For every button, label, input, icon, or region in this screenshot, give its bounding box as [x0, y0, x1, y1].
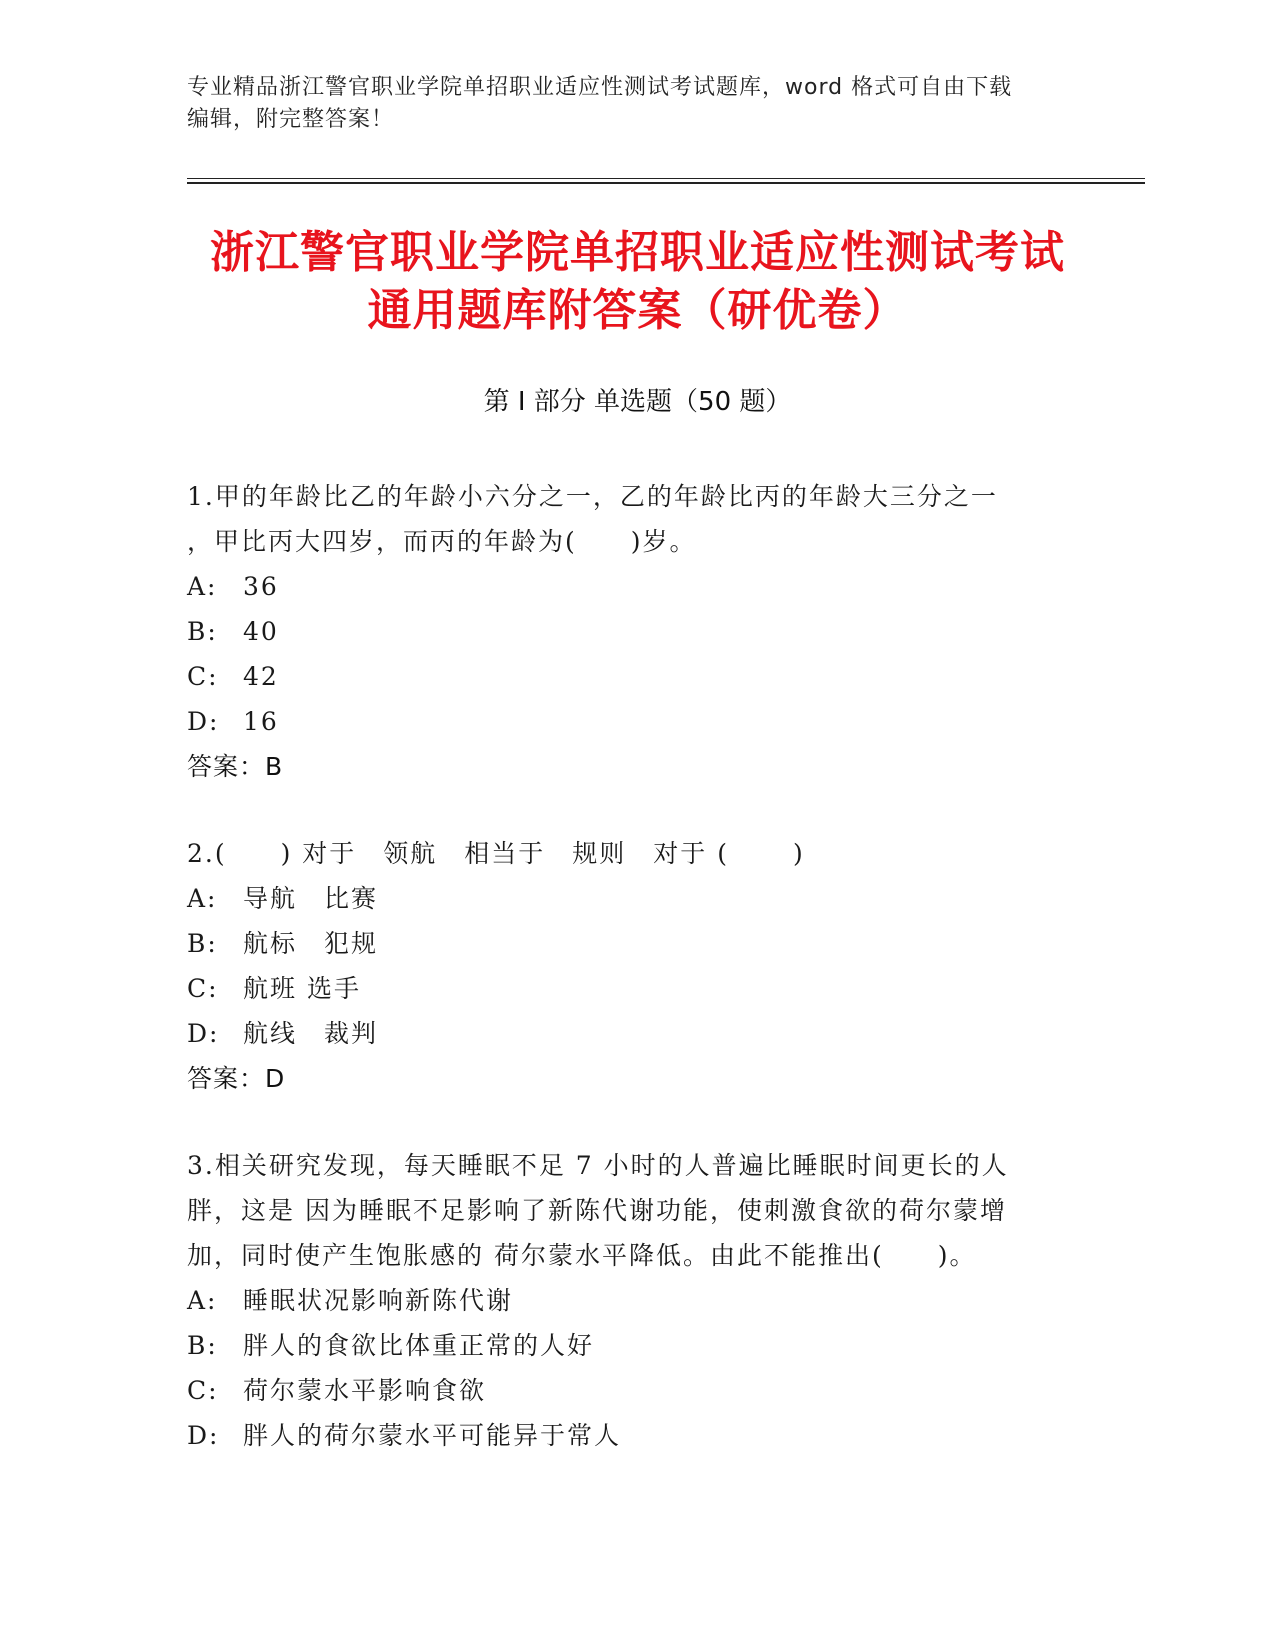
header-note-line-1: 专业精品浙江警官职业学院单招职业适应性测试考试题库，word 格式可自由下载 [187, 75, 1013, 100]
option-text: 航标 犯规 [243, 929, 379, 958]
option-letter: C: [187, 662, 219, 691]
option-text: 航线 裁判 [243, 1019, 379, 1048]
header-divider-thin [187, 178, 1145, 179]
option-c [187, 1368, 1067, 1413]
option-a [187, 1278, 1067, 1323]
question-stem-line: 3.相关研究发现，每天睡眠不足 7 小时的人普遍比睡眠时间更长的人 [187, 1151, 1009, 1180]
option-letter: A: [187, 1286, 218, 1315]
document-title [150, 224, 1125, 340]
header-divider-thick [187, 182, 1145, 184]
option-a [187, 876, 1067, 921]
option-letter: B: [187, 617, 218, 646]
option-b [187, 1323, 1067, 1368]
document-title-line-2: 通用题库附答案（研优卷） [367, 285, 908, 336]
header-note [187, 72, 1087, 136]
option-d [187, 699, 1067, 744]
option-text: 导航 比赛 [243, 884, 379, 913]
option-text: 36 [243, 572, 279, 601]
option-d [187, 1011, 1067, 1056]
document-title-line-1: 浙江警官职业学院单招职业适应性测试考试 [210, 227, 1065, 278]
option-letter: D: [187, 1019, 220, 1048]
question-list [187, 474, 1067, 1500]
option-d [187, 1413, 1067, 1458]
answer-label: 答案：D [187, 1064, 286, 1093]
option-text: 胖人的荷尔蒙水平可能异于常人 [243, 1421, 622, 1450]
option-c [187, 654, 1067, 699]
section-title: 第 I 部分 单选题（50 题） [483, 387, 792, 417]
option-text: 16 [243, 707, 279, 736]
option-letter: B: [187, 1331, 218, 1360]
question-3 [187, 1143, 1067, 1458]
option-b [187, 921, 1067, 966]
option-text: 荷尔蒙水平影响食欲 [243, 1376, 487, 1405]
option-b [187, 609, 1067, 654]
option-letter: B: [187, 929, 218, 958]
answer-label: 答案：B [187, 752, 284, 781]
option-c [187, 966, 1067, 1011]
option-text: 航班 选手 [243, 974, 361, 1003]
option-letter: D: [187, 707, 220, 736]
question-2 [187, 831, 1067, 1101]
option-text: 42 [243, 662, 279, 691]
option-a [187, 564, 1067, 609]
option-text: 40 [243, 617, 279, 646]
header-note-line-2: 编辑，附完整答案！ [187, 107, 395, 132]
question-stem-line: ，甲比丙大四岁，而丙的年龄为( )岁。 [187, 527, 697, 556]
option-letter: C: [187, 1376, 219, 1405]
option-letter: C: [187, 974, 219, 1003]
option-letter: A: [187, 884, 218, 913]
question-stem-line: 1.甲的年龄比乙的年龄小六分之一，乙的年龄比丙的年龄大三分之一 [187, 482, 998, 511]
option-text: 胖人的食欲比体重正常的人好 [243, 1331, 595, 1360]
question-1 [187, 474, 1067, 789]
question-stem-line: 2.( ) 对于 领航 相当于 规则 对于 ( ) [187, 839, 805, 868]
option-letter: A: [187, 572, 218, 601]
option-letter: D: [187, 1421, 220, 1450]
option-text: 睡眠状况影响新陈代谢 [243, 1286, 514, 1315]
question-stem-line: 胖，这是 因为睡眠不足影响了新陈代谢功能，使刺激食欲的荷尔蒙增 [187, 1196, 1007, 1225]
question-stem-line: 加，同时使产生饱胀感的 荷尔蒙水平降低。由此不能推出( )。 [187, 1241, 977, 1270]
